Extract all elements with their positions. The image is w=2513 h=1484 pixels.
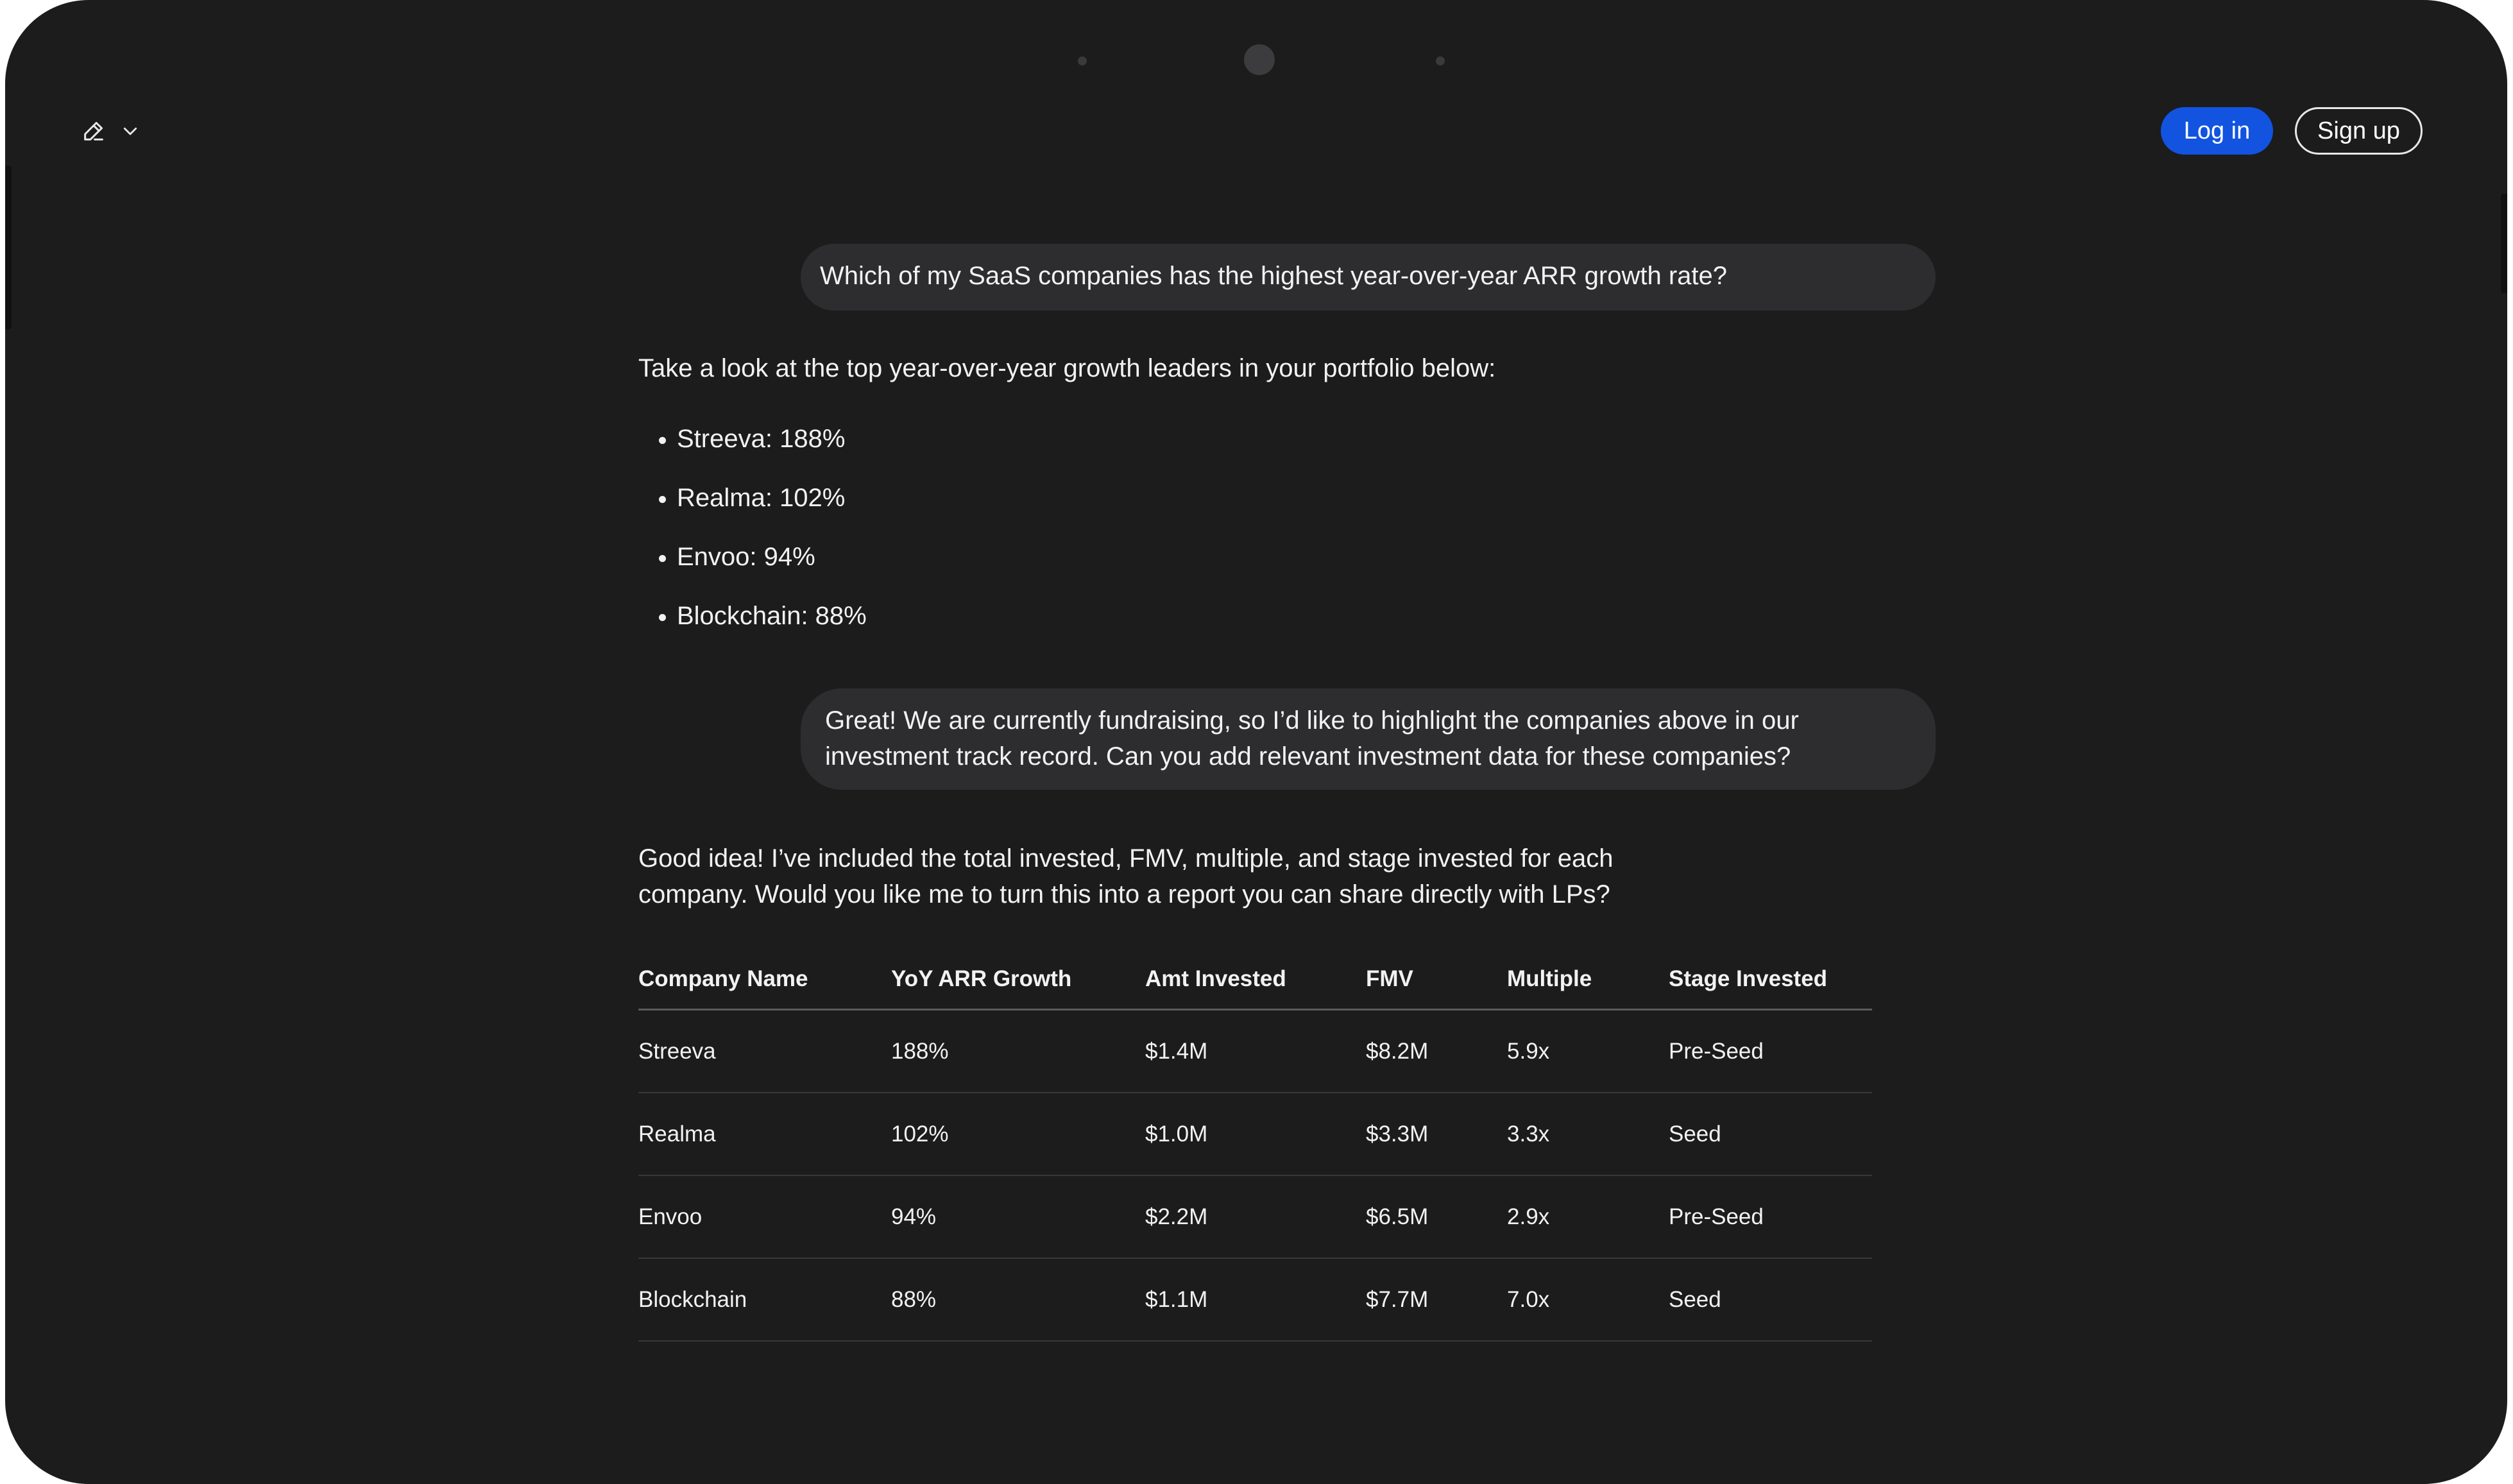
column-header: Amt Invested: [1145, 950, 1366, 1010]
table-cell: $6.5M: [1366, 1175, 1507, 1258]
table-cell: $1.4M: [1145, 1010, 1366, 1093]
table-row: [638, 1258, 1872, 1341]
list-item: Blockchain: 88%: [638, 598, 867, 657]
signup-button[interactable]: Sign up: [2295, 107, 2423, 155]
table-cell: Realma: [638, 1093, 891, 1175]
column-header: Stage Invested: [1669, 950, 1872, 1010]
assistant-reply-intro: Good idea! I’ve included the total invested, FMV, multiple, and stage invested for each company. Would you like me to turn this into a report you can share directly with LPs?: [638, 844, 1614, 908]
table-cell: $1.1M: [1145, 1258, 1366, 1341]
table-cell: Seed: [1669, 1258, 1872, 1341]
table-cell: 3.3x: [1507, 1093, 1669, 1175]
list-item: Streeva: 188%: [638, 421, 867, 480]
table-cell: 94%: [891, 1175, 1145, 1258]
table-cell: Seed: [1669, 1093, 1872, 1175]
user-message: Which of my SaaS companies has the highest year-over-year ARR growth rate?: [801, 244, 1936, 311]
device-frame: [5, 0, 2507, 1484]
table-cell: 102%: [891, 1093, 1145, 1175]
table-cell: 7.0x: [1507, 1258, 1669, 1341]
table-cell: Pre-Seed: [1669, 1010, 1872, 1093]
table-cell: 88%: [891, 1258, 1145, 1341]
pencil-edit-icon[interactable]: [81, 118, 106, 144]
column-header: YoY ARR Growth: [891, 950, 1145, 1010]
assistant-reply-intro: Take a look at the top year-over-year growth leaders in your portfolio below:: [638, 354, 1496, 382]
list-item: Envoo: 94%: [638, 539, 867, 598]
table-cell: Envoo: [638, 1175, 891, 1258]
new-chat-control[interactable]: [81, 115, 140, 146]
investment-table: [638, 950, 1872, 1342]
table-cell: $3.3M: [1366, 1093, 1507, 1175]
table-cell: $2.2M: [1145, 1175, 1366, 1258]
table-cell: 2.9x: [1507, 1175, 1669, 1258]
table-cell: Blockchain: [638, 1258, 891, 1341]
table-cell: 188%: [891, 1010, 1145, 1093]
table-cell: 5.9x: [1507, 1010, 1669, 1093]
table-cell: $8.2M: [1366, 1010, 1507, 1093]
table-row: [638, 1093, 1872, 1175]
front-camera: [1244, 44, 1275, 75]
table-cell: Pre-Seed: [1669, 1175, 1872, 1258]
login-button[interactable]: Log in: [2161, 107, 2273, 155]
chevron-down-icon[interactable]: [121, 121, 140, 141]
table-row: [638, 1175, 1872, 1258]
table-header-row: [638, 950, 1872, 1010]
user-message: Great! We are currently fundraising, so I’d like to highlight the companies above in our investment track record. Can you add relevant investment data for these companies?: [801, 688, 1936, 790]
table-row: [638, 1010, 1872, 1093]
column-header: FMV: [1366, 950, 1507, 1010]
list-item: Realma: 102%: [638, 480, 867, 539]
column-header: Multiple: [1507, 950, 1669, 1010]
table-cell: $1.0M: [1145, 1093, 1366, 1175]
sensor-left: [1078, 56, 1087, 65]
sensor-right: [1436, 56, 1445, 65]
growth-leaders-list: [638, 421, 867, 657]
side-button-left: [5, 166, 12, 329]
side-button-right: [2501, 194, 2507, 293]
table-cell: Streeva: [638, 1010, 891, 1093]
table-cell: $7.7M: [1366, 1258, 1507, 1341]
column-header: Company Name: [638, 950, 891, 1010]
